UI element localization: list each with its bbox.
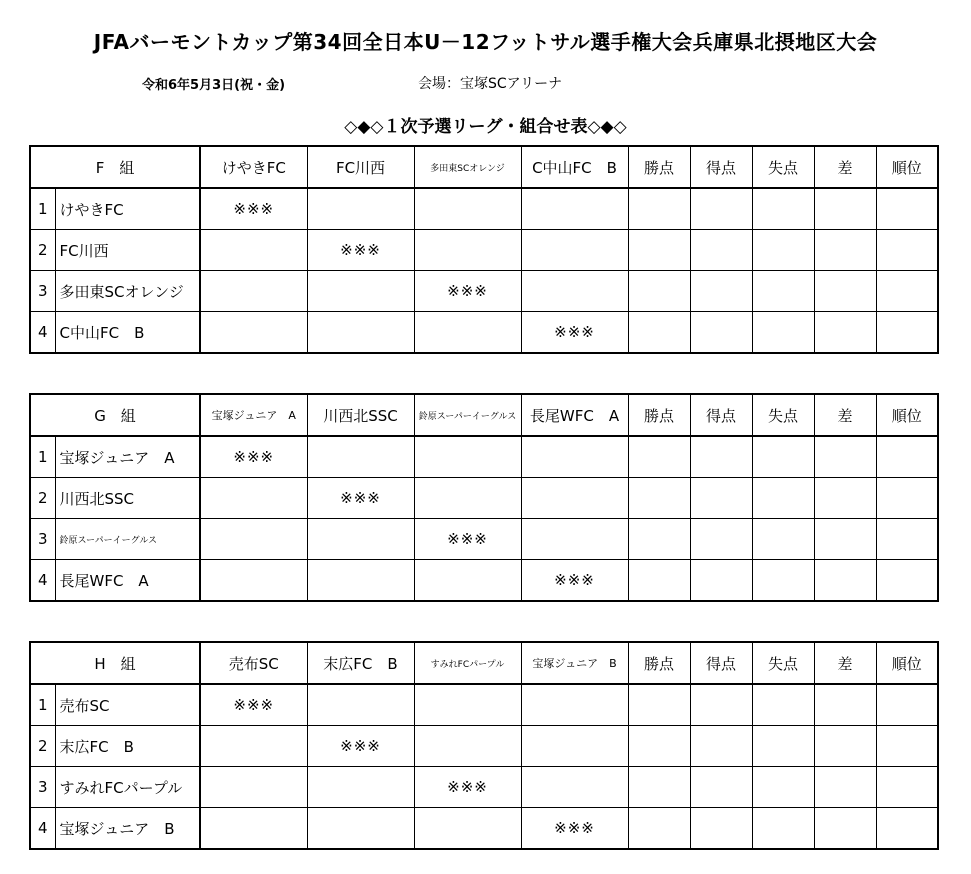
- team-row: [30, 560, 938, 602]
- page-title: JFAバーモントカップ第34回全日本U－12フットサル選手権大会兵庫県北摂地区大会: [93, 30, 878, 54]
- stat-cell: [690, 271, 752, 312]
- stat-cell: [814, 312, 876, 354]
- stat-cell: [690, 767, 752, 808]
- stat-cell: [752, 188, 814, 230]
- group-header-row: [30, 394, 938, 436]
- stat-cell: [628, 519, 690, 560]
- result-cell: [200, 808, 307, 850]
- group-f-table: [29, 145, 939, 354]
- self-match-cell: [521, 560, 628, 602]
- result-cell: [414, 230, 521, 271]
- result-cell: [307, 684, 414, 726]
- stat-header-goals-against: 失点: [752, 642, 814, 684]
- event-date: 令和6年5月3日(祝・金): [142, 78, 286, 93]
- opponent-header: すみれFCパープル: [414, 642, 521, 684]
- result-cell: [521, 767, 628, 808]
- self-match-mark: ※※※: [447, 530, 488, 548]
- self-match-cell: [307, 726, 414, 767]
- stat-cell: [752, 726, 814, 767]
- result-cell: [414, 312, 521, 354]
- self-match-mark: ※※※: [554, 323, 595, 341]
- team-row: [30, 230, 938, 271]
- team-row: [30, 271, 938, 312]
- result-cell: [307, 519, 414, 560]
- result-cell: [307, 767, 414, 808]
- stat-cell: [814, 519, 876, 560]
- result-cell: [521, 684, 628, 726]
- opponent-header: 宝塚ジュニア A: [200, 394, 307, 436]
- stat-cell: [752, 684, 814, 726]
- self-match-cell: [521, 808, 628, 850]
- result-cell: [200, 560, 307, 602]
- stat-cell: [814, 684, 876, 726]
- stat-header-goals-for: 得点: [690, 642, 752, 684]
- stat-header-goal-diff: 差: [814, 642, 876, 684]
- stat-cell: [752, 271, 814, 312]
- team-row: [30, 726, 938, 767]
- team-number: 4: [30, 312, 55, 354]
- opponent-header: 長尾WFC A: [521, 394, 628, 436]
- team-row: [30, 767, 938, 808]
- stat-header-goals-against: 失点: [752, 146, 814, 188]
- stat-cell: [690, 478, 752, 519]
- self-match-cell: [414, 519, 521, 560]
- result-cell: [414, 684, 521, 726]
- group-header-row: [30, 146, 938, 188]
- team-row: [30, 312, 938, 354]
- team-name: けやきFC: [55, 188, 200, 230]
- opponent-header: 宝塚ジュニア B: [521, 642, 628, 684]
- result-cell: [521, 271, 628, 312]
- stat-cell: [752, 519, 814, 560]
- stat-cell: [752, 560, 814, 602]
- stat-cell: [876, 726, 938, 767]
- self-match-cell: [200, 188, 307, 230]
- result-cell: [200, 519, 307, 560]
- team-number: 3: [30, 767, 55, 808]
- team-name: すみれFCパープル: [55, 767, 200, 808]
- stat-header-goal-diff: 差: [814, 394, 876, 436]
- event-venue: 会場：宝塚SCアリーナ: [418, 76, 563, 92]
- result-cell: [307, 808, 414, 850]
- stat-cell: [628, 560, 690, 602]
- page-subtitle: ◇◆◇１次予選リーグ・組合せ表◇◆◇: [344, 117, 627, 137]
- result-cell: [200, 312, 307, 354]
- stat-cell: [876, 808, 938, 850]
- stat-cell: [752, 230, 814, 271]
- stat-cell: [628, 230, 690, 271]
- self-match-cell: [414, 767, 521, 808]
- result-cell: [200, 478, 307, 519]
- team-number: 3: [30, 519, 55, 560]
- opponent-header: 売布SC: [200, 642, 307, 684]
- stat-cell: [690, 230, 752, 271]
- stat-cell: [876, 188, 938, 230]
- group-header-row: [30, 642, 938, 684]
- team-name: 長尾WFC A: [55, 560, 200, 602]
- team-row: [30, 808, 938, 850]
- stat-cell: [690, 188, 752, 230]
- stat-cell: [628, 478, 690, 519]
- team-number: 4: [30, 808, 55, 850]
- stat-cell: [690, 560, 752, 602]
- stat-cell: [690, 519, 752, 560]
- stat-cell: [690, 436, 752, 478]
- result-cell: [200, 271, 307, 312]
- stat-cell: [690, 684, 752, 726]
- team-row: [30, 436, 938, 478]
- stat-header-goal-diff: 差: [814, 146, 876, 188]
- stat-cell: [876, 271, 938, 312]
- stat-cell: [876, 312, 938, 354]
- result-cell: [307, 312, 414, 354]
- stat-cell: [814, 230, 876, 271]
- result-cell: [414, 560, 521, 602]
- team-number: 2: [30, 478, 55, 519]
- team-number: 1: [30, 684, 55, 726]
- stat-cell: [628, 808, 690, 850]
- stat-header-goals-for: 得点: [690, 146, 752, 188]
- stat-cell: [628, 312, 690, 354]
- self-match-mark: ※※※: [447, 778, 488, 796]
- stat-cell: [876, 519, 938, 560]
- result-cell: [521, 230, 628, 271]
- result-cell: [307, 560, 414, 602]
- stat-cell: [876, 230, 938, 271]
- self-match-mark: ※※※: [340, 489, 381, 507]
- stat-cell: [876, 436, 938, 478]
- team-name: 売布SC: [55, 684, 200, 726]
- stat-cell: [752, 478, 814, 519]
- stat-cell: [814, 808, 876, 850]
- result-cell: [414, 188, 521, 230]
- stat-cell: [628, 767, 690, 808]
- result-cell: [200, 230, 307, 271]
- self-match-mark: ※※※: [554, 571, 595, 589]
- result-cell: [200, 726, 307, 767]
- stat-cell: [752, 436, 814, 478]
- opponent-header: 多田東SCオレンジ: [414, 146, 521, 188]
- self-match-mark: ※※※: [233, 696, 275, 714]
- team-name: 多田東SCオレンジ: [55, 271, 200, 312]
- team-number: 1: [30, 436, 55, 478]
- stat-cell: [752, 312, 814, 354]
- opponent-header: 鈴原スーパーイーグルス: [414, 394, 521, 436]
- stat-cell: [752, 808, 814, 850]
- self-match-mark: ※※※: [233, 448, 275, 466]
- result-cell: [521, 188, 628, 230]
- stat-cell: [876, 478, 938, 519]
- team-name: 末広FC B: [55, 726, 200, 767]
- team-name: 川西北SSC: [55, 478, 200, 519]
- team-row: [30, 519, 938, 560]
- result-cell: [521, 478, 628, 519]
- team-name: 鈴原スーパーイーグルス: [55, 519, 200, 560]
- team-number: 4: [30, 560, 55, 602]
- self-match-cell: [200, 436, 307, 478]
- self-match-cell: [307, 478, 414, 519]
- stat-cell: [628, 726, 690, 767]
- stat-cell: [752, 767, 814, 808]
- stat-cell: [690, 726, 752, 767]
- stat-header-goals-against: 失点: [752, 394, 814, 436]
- team-number: 1: [30, 188, 55, 230]
- opponent-header: 川西北SSC: [307, 394, 414, 436]
- stat-cell: [814, 478, 876, 519]
- team-name: FC川西: [55, 230, 200, 271]
- stat-header-rank: 順位: [876, 394, 938, 436]
- result-cell: [307, 436, 414, 478]
- group-name: G 組: [30, 394, 200, 436]
- result-cell: [414, 726, 521, 767]
- stat-cell: [628, 684, 690, 726]
- stat-cell: [814, 767, 876, 808]
- team-number: 2: [30, 726, 55, 767]
- group-g-table: [29, 393, 939, 602]
- stat-cell: [690, 808, 752, 850]
- opponent-header: 末広FC B: [307, 642, 414, 684]
- result-cell: [307, 271, 414, 312]
- stat-header-points: 勝点: [628, 394, 690, 436]
- stat-cell: [814, 271, 876, 312]
- self-match-cell: [307, 230, 414, 271]
- self-match-mark: ※※※: [554, 819, 595, 837]
- stat-cell: [876, 767, 938, 808]
- stat-cell: [628, 188, 690, 230]
- team-name: 宝塚ジュニア A: [55, 436, 200, 478]
- result-cell: [200, 767, 307, 808]
- opponent-header: FC川西: [307, 146, 414, 188]
- group-name: H 組: [30, 642, 200, 684]
- result-cell: [414, 808, 521, 850]
- team-number: 3: [30, 271, 55, 312]
- result-cell: [521, 436, 628, 478]
- result-cell: [307, 188, 414, 230]
- stat-cell: [876, 684, 938, 726]
- self-match-mark: ※※※: [340, 241, 381, 259]
- stat-header-points: 勝点: [628, 146, 690, 188]
- result-cell: [414, 436, 521, 478]
- opponent-header: C中山FC B: [521, 146, 628, 188]
- stat-cell: [814, 188, 876, 230]
- self-match-cell: [414, 271, 521, 312]
- group-h-table: [29, 641, 939, 850]
- team-number: 2: [30, 230, 55, 271]
- stat-header-rank: 順位: [876, 146, 938, 188]
- result-cell: [521, 726, 628, 767]
- stat-header-points: 勝点: [628, 642, 690, 684]
- self-match-mark: ※※※: [233, 200, 275, 218]
- result-cell: [414, 478, 521, 519]
- stat-cell: [814, 436, 876, 478]
- self-match-cell: [521, 312, 628, 354]
- team-name: C中山FC B: [55, 312, 200, 354]
- opponent-header: けやきFC: [200, 146, 307, 188]
- stat-cell: [814, 560, 876, 602]
- stat-cell: [876, 560, 938, 602]
- team-row: [30, 478, 938, 519]
- group-name: F 組: [30, 146, 200, 188]
- self-match-mark: ※※※: [447, 282, 488, 300]
- result-cell: [521, 519, 628, 560]
- team-name: 宝塚ジュニア B: [55, 808, 200, 850]
- stat-header-rank: 順位: [876, 642, 938, 684]
- stat-header-goals-for: 得点: [690, 394, 752, 436]
- stat-cell: [690, 312, 752, 354]
- team-row: [30, 684, 938, 726]
- stat-cell: [628, 436, 690, 478]
- stat-cell: [628, 271, 690, 312]
- self-match-cell: [200, 684, 307, 726]
- stat-cell: [814, 726, 876, 767]
- self-match-mark: ※※※: [340, 737, 381, 755]
- team-row: [30, 188, 938, 230]
